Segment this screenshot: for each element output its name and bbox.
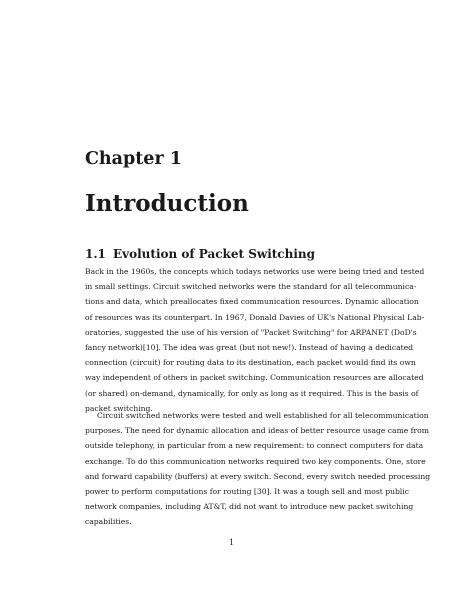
section-heading [85,247,315,261]
text-line: and forward capability (buffers) at every switch. Second, every switch needed processing [85,471,431,481]
chapter-title: Introduction [85,190,249,217]
page-number: 1 [228,538,235,547]
text-line: Circuit switched networks were tested and well established for all telecommunication [97,411,429,420]
text-line: exchange. To do this communication networks required two key components. One, store [85,456,426,466]
text-line: capabilities. [85,517,132,527]
chapter-label: Chapter 1 [85,149,182,169]
text-line: packet switching. [85,403,153,413]
text-line: of resources was its counterpart. In 1967, Donald Davies of UK's National Physical Lab- [85,312,425,322]
text-line: outside telephony, in particular from a new requirement: to connect computers for data [85,441,424,451]
text-line: Back in the 1960s, the concepts which todays networks use were being tried and tested [85,267,425,276]
text-line: purposes. The need for dynamic allocation and ideas of better resource usage came from [85,426,429,436]
section-title: Evolution of Packet Switching [113,247,316,261]
text-line: way independent of others in packet switching. Communication resources are allocated [85,373,424,383]
text-line: connection (circuit) for routing data to its destination, each packet would find its own [85,358,416,368]
text-line: (or shared) on-demand, dynamically, for only as long as it required. This is the basis of [85,388,419,398]
text-line: power to perform computations for routing [30]. It was a tough sell and most public [85,486,409,496]
section-number: 1.1 [85,247,106,261]
text-line: tions and data, which preallocates fixed communication resources. Dynamic allocation [85,297,419,307]
text-line: in small settings. Circuit switched networks were the standard for all telecommunica- [85,282,417,292]
paragraph [85,408,431,530]
text-line: oratories, suggested the use of his version of "Packet Switching" for ARPANET (DoD's [85,327,417,337]
text-line: fancy network)[10]. The idea was great (but not new!). Instead of having a dedicated [85,342,414,352]
text-line: network companies, including AT&T, did not want to introduce new packet switching [85,502,414,512]
